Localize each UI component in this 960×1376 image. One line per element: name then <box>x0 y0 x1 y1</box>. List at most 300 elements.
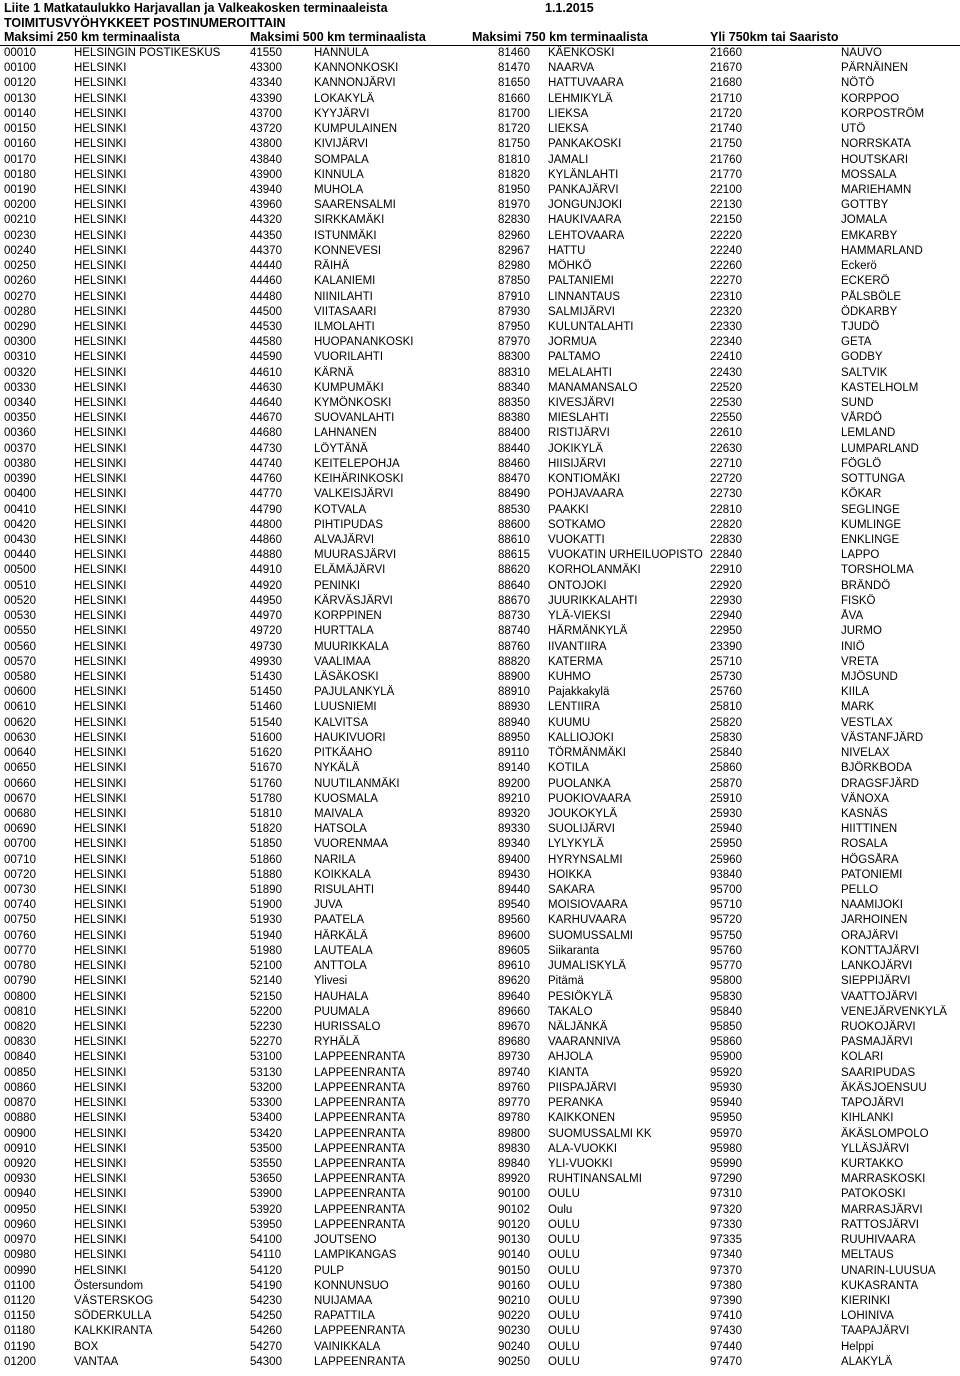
postcode-250: 00860 <box>4 1081 36 1094</box>
header-500km: Maksimi 500 km terminaalista <box>250 30 426 44</box>
place-750: VUOKATTI <box>548 534 605 546</box>
place-250: HELSINKI <box>74 823 127 836</box>
postcode-over750: 22720 <box>710 473 742 486</box>
place-750: KUHMO <box>548 670 591 683</box>
postcode-over750: 22430 <box>710 366 742 379</box>
place-over750: ORAJÄRVI <box>841 929 899 942</box>
postcode-250: 00710 <box>4 853 36 866</box>
postcode-500: 52230 <box>250 1021 282 1033</box>
place-250: Östersundom <box>74 1279 144 1292</box>
place-over750: KURTAKKO <box>841 1157 904 1170</box>
place-750: JORMUA <box>548 336 597 349</box>
place-750: PANKAKOSKI <box>548 138 622 151</box>
place-250: HELSINKI <box>74 1097 127 1110</box>
postcode-500: 51430 <box>250 670 282 683</box>
postcode-over750: 21740 <box>710 123 742 136</box>
postcode-250: 00130 <box>4 92 36 105</box>
place-500: HURTTALA <box>314 625 374 638</box>
place-500: LAPPEENRANTA <box>314 1051 406 1064</box>
place-750: LENTIIRA <box>548 701 600 714</box>
place-250: HELSINKI <box>74 1188 127 1201</box>
place-750: OULU <box>548 1249 580 1262</box>
postcode-250: 00670 <box>4 792 36 805</box>
place-250: HELSINKI <box>74 92 127 105</box>
postcode-over750: 97335 <box>710 1234 742 1247</box>
postcode-750: 89140 <box>498 762 530 775</box>
place-over750: UNARIN-LUUSUA <box>841 1264 936 1277</box>
postcode-750: 89610 <box>498 960 530 973</box>
place-750: HOIKKA <box>548 868 592 881</box>
place-500: SOMPALA <box>314 153 369 166</box>
postcode-500: 41550 <box>250 47 282 59</box>
table-row <box>0 122 960 137</box>
postcode-750: 89600 <box>498 929 530 942</box>
place-500: PUUMALA <box>314 1005 370 1018</box>
place-250: HELSINKI <box>74 914 127 927</box>
place-over750: VÄSTANFJÄRD <box>841 731 924 744</box>
place-over750: VÄNOXA <box>841 792 889 805</box>
postcode-over750: 97410 <box>710 1310 742 1323</box>
postcode-250: 00400 <box>4 488 36 501</box>
postcode-over750: 22100 <box>710 183 742 196</box>
postcode-250: 00690 <box>4 823 36 836</box>
place-250: HELSINKI <box>74 549 127 562</box>
place-750: KALLIOJOKI <box>548 731 614 744</box>
place-750: NAARVA <box>548 62 595 75</box>
postcode-250: 00250 <box>4 260 36 273</box>
postcode-250: 01120 <box>4 1294 36 1307</box>
place-250: HELSINKI <box>74 366 127 379</box>
postcode-500: 43960 <box>250 199 282 212</box>
postcode-over750: 22810 <box>710 503 742 516</box>
postcode-500: 52200 <box>250 1005 282 1018</box>
postcode-750: 89920 <box>498 1173 530 1186</box>
postcode-750: 88350 <box>498 397 530 410</box>
postcode-250: 00320 <box>4 366 36 379</box>
table-row <box>0 1218 960 1233</box>
postcode-250: 00680 <box>4 807 36 820</box>
place-over750: LEMLAND <box>841 427 896 440</box>
table-row <box>0 761 960 776</box>
postcode-250: 00160 <box>4 138 36 151</box>
postcode-over750: 22330 <box>710 320 742 333</box>
postcode-over750: 23390 <box>710 640 742 653</box>
table-row <box>0 853 960 868</box>
postcode-750: 81660 <box>498 92 530 105</box>
place-500: HAUKIVUORI <box>314 731 386 744</box>
place-250: HELSINKI <box>74 305 127 318</box>
place-750: KYLÄNLAHTI <box>548 168 619 181</box>
postcode-750: 87850 <box>498 275 530 288</box>
place-750: KOTILA <box>548 762 589 775</box>
postcode-over750: 21680 <box>710 77 742 90</box>
place-over750: SALTVIK <box>841 366 888 379</box>
place-500: KIVIJÄRVI <box>314 138 369 151</box>
table-row <box>0 1264 960 1279</box>
postcode-over750: 25760 <box>710 686 742 699</box>
place-750: OULU <box>548 1279 580 1292</box>
postcode-over750: 22630 <box>710 442 742 455</box>
table-row <box>0 1111 960 1126</box>
table-row <box>0 670 960 685</box>
place-500: KANNONKOSKI <box>314 62 399 75</box>
table-row <box>0 868 960 883</box>
place-over750: FISKÖ <box>841 594 876 607</box>
place-over750: BRÄNDÖ <box>841 579 891 592</box>
place-over750: ÄKÄSLOMPOLO <box>841 1127 929 1140</box>
postcode-over750: 97330 <box>710 1218 742 1231</box>
place-750: PAAKKI <box>548 503 589 516</box>
postcode-500: 54120 <box>250 1264 282 1277</box>
postcode-over750: 22410 <box>710 351 742 364</box>
table-row <box>0 609 960 624</box>
place-250: HELSINKI <box>74 975 127 988</box>
place-750: HATTU <box>548 244 586 257</box>
postcode-over750: 25870 <box>710 777 742 790</box>
postcode-750: 88400 <box>498 427 530 440</box>
place-500: KUMPULAINEN <box>314 123 398 136</box>
postcode-750: 88900 <box>498 670 530 683</box>
postcode-500: 52140 <box>250 975 282 988</box>
place-250: HELSINKI <box>74 199 127 212</box>
postcode-500: 44800 <box>250 518 282 531</box>
postcode-500: 53500 <box>250 1142 282 1155</box>
table-row <box>0 1279 960 1294</box>
place-250: HELSINKI <box>74 214 127 227</box>
postcode-250: 00360 <box>4 427 36 440</box>
postcode-250: 00370 <box>4 442 36 455</box>
place-500: VIITASAARI <box>314 305 377 318</box>
place-750: ONTOJOKI <box>548 579 607 592</box>
postcode-over750: 95840 <box>710 1005 742 1018</box>
place-500: LAPPEENRANTA <box>314 1173 406 1186</box>
place-500: JOUTSENO <box>314 1234 377 1247</box>
postcode-750: 89560 <box>498 914 530 927</box>
place-500: KÄRNÄ <box>314 366 354 379</box>
postcode-500: 44640 <box>250 397 282 410</box>
table-row <box>0 716 960 731</box>
place-250: HELSINKI <box>74 138 127 151</box>
postcode-250: 00170 <box>4 153 36 166</box>
place-over750: VAATTOJÄRVI <box>841 990 918 1003</box>
postcode-750: 89605 <box>498 944 530 957</box>
place-750: MIESLAHTI <box>548 412 609 425</box>
place-750: PUOLANKA <box>548 777 611 790</box>
postcode-over750: 95900 <box>710 1051 742 1064</box>
place-500: LAUTEALA <box>314 944 373 957</box>
place-250: VANTAA <box>74 1355 119 1368</box>
postcode-750: 88930 <box>498 701 530 714</box>
place-over750: HIITTINEN <box>841 823 898 836</box>
table-row <box>0 137 960 152</box>
place-750: IIVANTIIRA <box>548 640 607 653</box>
place-250: KALKKIRANTA <box>74 1325 153 1338</box>
postcode-over750: 97470 <box>710 1355 742 1368</box>
postcode-250: 00430 <box>4 534 36 546</box>
place-500: KORPPINEN <box>314 610 382 623</box>
postcode-500: 44760 <box>250 473 282 486</box>
postcode-750: 90140 <box>498 1249 530 1262</box>
place-250: HELSINKI <box>74 244 127 257</box>
place-500: RAPATTILA <box>314 1310 375 1323</box>
place-over750: KÖKAR <box>841 488 882 501</box>
place-over750: KASTELHOLM <box>841 381 919 394</box>
place-250: HELSINKI <box>74 1127 127 1140</box>
place-250: HELSINKI <box>74 442 127 455</box>
postcode-250: 00720 <box>4 868 36 881</box>
place-500: HUOPANANKOSKI <box>314 336 414 349</box>
document-subtitle: TOIMITUSVYÖHYKKEET POSTINUMEROITTAIN <box>4 16 286 30</box>
postcode-over750: 22150 <box>710 214 742 227</box>
table-row <box>0 929 960 944</box>
postcode-250: 00510 <box>4 579 36 592</box>
postcode-over750: 25840 <box>710 747 742 760</box>
table-row <box>0 381 960 396</box>
postcode-500: 43390 <box>250 92 282 105</box>
place-250: HELSINKI <box>74 1112 127 1125</box>
postcode-over750: 25860 <box>710 762 742 775</box>
postcode-250: 00790 <box>4 975 36 988</box>
place-over750: GODBY <box>841 351 883 364</box>
postcode-750: 81820 <box>498 168 530 181</box>
postcode-250: 00600 <box>4 686 36 699</box>
place-over750: ALAKYLÄ <box>841 1355 893 1368</box>
postcode-over750: 97440 <box>710 1340 742 1353</box>
place-500: ISTUNMÄKI <box>314 229 377 242</box>
postcode-500: 43800 <box>250 138 282 151</box>
postcode-750: 89110 <box>498 747 530 760</box>
postcode-250: 00520 <box>4 594 36 607</box>
postcode-750: 89780 <box>498 1112 530 1125</box>
place-750: TÖRMÄNMÄKI <box>548 747 626 760</box>
place-250: HELSINKI <box>74 1173 127 1186</box>
place-over750: KASNÄS <box>841 807 888 820</box>
header-over750km: Yli 750km tai Saaristo <box>710 30 839 44</box>
place-500: KYMÖNKOSKI <box>314 397 392 410</box>
table-row <box>0 913 960 928</box>
place-750: VAARANNIVA <box>548 1036 621 1049</box>
postcode-over750: 97340 <box>710 1249 742 1262</box>
postcode-500: 51540 <box>250 716 282 729</box>
place-500: Ylivesi <box>314 975 348 988</box>
table-row <box>0 168 960 183</box>
postcode-250: 00290 <box>4 320 36 333</box>
place-750: OULU <box>548 1355 580 1368</box>
place-250: HELSINKI <box>74 899 127 912</box>
postcode-over750: 97430 <box>710 1325 742 1338</box>
table-row <box>0 822 960 837</box>
postcode-500: 44740 <box>250 457 282 470</box>
postcode-500: 51810 <box>250 807 282 820</box>
place-over750: HÖGSÅRA <box>841 853 899 866</box>
place-500: RISULAHTI <box>314 884 375 897</box>
postcode-500: 44770 <box>250 488 282 501</box>
postcode-500: 54300 <box>250 1355 282 1368</box>
table-row <box>0 731 960 746</box>
place-750: TAKALO <box>548 1005 593 1018</box>
place-250: HELSINKI <box>74 229 127 242</box>
place-750: HÄRMÄNKYLÄ <box>548 625 628 638</box>
place-500: NARILA <box>314 853 356 866</box>
place-500: LAHNANEN <box>314 427 377 440</box>
table-row <box>0 594 960 609</box>
place-over750: HAMMARLAND <box>841 244 923 257</box>
place-250: HELSINKI <box>74 503 127 516</box>
place-over750: SOTTUNGA <box>841 473 905 486</box>
place-750: KAIKKONEN <box>548 1112 616 1125</box>
header-750km: Maksimi 750 km terminaalista <box>472 30 648 44</box>
place-500: LAPPEENRANTA <box>314 1066 406 1079</box>
postcode-750: 82980 <box>498 260 530 273</box>
place-750: Oulu <box>548 1203 573 1216</box>
table-row <box>0 579 960 594</box>
place-over750: PATOKOSKI <box>841 1188 906 1201</box>
postcode-750: 88730 <box>498 610 530 623</box>
table-row <box>0 198 960 213</box>
postcode-250: 01200 <box>4 1355 36 1368</box>
postcode-250: 00650 <box>4 762 36 775</box>
place-500: LAPPEENRANTA <box>314 1157 406 1170</box>
place-750: KARHUVAARA <box>548 914 627 927</box>
place-500: KUOSMALA <box>314 792 378 805</box>
postcode-over750: 22550 <box>710 412 742 425</box>
postcode-500: 43720 <box>250 123 282 136</box>
postcode-over750: 22520 <box>710 381 742 394</box>
postcode-over750: 22930 <box>710 594 742 607</box>
place-500: LOKAKYLÄ <box>314 92 375 105</box>
postcode-over750: 21750 <box>710 138 742 151</box>
place-over750: MJÖSUND <box>841 670 898 683</box>
postcode-250: 00940 <box>4 1188 36 1201</box>
postcode-250: 00580 <box>4 670 36 683</box>
place-over750: KUKASRANTA <box>841 1279 919 1292</box>
postcode-250: 00440 <box>4 549 36 562</box>
postcode-250: 00850 <box>4 1066 36 1079</box>
place-750: PERANKA <box>548 1097 603 1110</box>
postcode-750: 88300 <box>498 351 530 364</box>
place-500: PITKÄAHO <box>314 747 373 760</box>
postcode-250: 00180 <box>4 168 36 181</box>
postcode-over750: 22320 <box>710 305 742 318</box>
place-500: LAPPEENRANTA <box>314 1325 406 1338</box>
place-250: HELSINKI <box>74 488 127 501</box>
place-250: HELSINKI <box>74 1051 127 1064</box>
place-over750: KUMLINGE <box>841 518 902 531</box>
postcode-250: 00760 <box>4 929 36 942</box>
postal-code-table <box>0 46 960 1370</box>
table-row <box>0 274 960 289</box>
postcode-500: 51850 <box>250 838 282 851</box>
postcode-500: 44530 <box>250 320 282 333</box>
postcode-over750: 22950 <box>710 625 742 638</box>
place-750: OULU <box>548 1294 580 1307</box>
postcode-over750: 21720 <box>710 107 742 120</box>
postcode-500: 44860 <box>250 534 282 546</box>
place-500: HAUHALA <box>314 990 369 1003</box>
place-750: PALTANIEMI <box>548 275 614 288</box>
place-750: MÖHKÖ <box>548 260 592 273</box>
postcode-250: 00200 <box>4 199 36 212</box>
postcode-750: 90160 <box>498 1279 530 1292</box>
postcode-750: 88490 <box>498 488 530 501</box>
place-500: SIRKKAMÄKI <box>314 214 385 227</box>
place-500: VUORILAHTI <box>314 351 384 364</box>
postcode-over750: 25710 <box>710 655 742 668</box>
postcode-750: 89200 <box>498 777 530 790</box>
postcode-750: 88950 <box>498 731 530 744</box>
table-row <box>0 1005 960 1020</box>
place-750: LYLYKYLÄ <box>548 838 604 851</box>
postcode-750: 90102 <box>498 1203 530 1216</box>
postcode-750: 88310 <box>498 366 530 379</box>
place-250: HELSINKI <box>74 716 127 729</box>
postcode-250: 00310 <box>4 351 36 364</box>
postcode-over750: 97390 <box>710 1294 742 1307</box>
postcode-750: 89320 <box>498 807 530 820</box>
postcode-500: 51780 <box>250 792 282 805</box>
place-500: RYHÄLÄ <box>314 1036 360 1049</box>
place-over750: JURMO <box>841 625 882 638</box>
place-over750: NIVELAX <box>841 747 890 760</box>
place-750: KÄENKOSKI <box>548 47 615 59</box>
postcode-500: 44880 <box>250 549 282 562</box>
postcode-750: 89680 <box>498 1036 530 1049</box>
postcode-over750: 22310 <box>710 290 742 303</box>
postcode-500: 44790 <box>250 503 282 516</box>
postcode-250: 00620 <box>4 716 36 729</box>
place-500: LAMPIKANGAS <box>314 1249 397 1262</box>
place-500: MUHOLA <box>314 183 364 196</box>
postcode-500: 49730 <box>250 640 282 653</box>
column-headers <box>0 30 960 45</box>
postcode-over750: 95750 <box>710 929 742 942</box>
place-750: SOTKAMO <box>548 518 606 531</box>
document-date: 1.1.2015 <box>545 1 594 15</box>
postcode-250: 00820 <box>4 1021 36 1033</box>
place-over750: DRAGSFJÄRD <box>841 777 919 790</box>
postcode-250: 01150 <box>4 1310 36 1323</box>
postcode-750: 88530 <box>498 503 530 516</box>
place-250: HELSINKI <box>74 1218 127 1231</box>
postcode-750: 87910 <box>498 290 530 303</box>
place-250: HELSINKI <box>74 153 127 166</box>
place-750: LIEKSA <box>548 123 589 136</box>
place-over750: UTÖ <box>841 123 866 136</box>
place-250: HELSINKI <box>74 610 127 623</box>
place-250: HELSINKI <box>74 534 127 546</box>
place-500: LAPPEENRANTA <box>314 1081 406 1094</box>
place-750: SAKARA <box>548 884 595 897</box>
postcode-500: 44950 <box>250 594 282 607</box>
postcode-250: 00980 <box>4 1249 36 1262</box>
place-500: LAPPEENRANTA <box>314 1188 406 1201</box>
postcode-500: 44910 <box>250 564 282 577</box>
place-over750: PASMAJÄRVI <box>841 1036 913 1049</box>
postcode-750: 89660 <box>498 1005 530 1018</box>
table-row <box>0 807 960 822</box>
table-row <box>0 1233 960 1248</box>
postcode-750: 81650 <box>498 77 530 90</box>
postcode-750: 89340 <box>498 838 530 851</box>
place-250: HELSINKI <box>74 107 127 120</box>
place-250: HELSINKI <box>74 929 127 942</box>
postcode-over750: 22340 <box>710 336 742 349</box>
place-250: HELSINKI <box>74 670 127 683</box>
place-500: KALANIEMI <box>314 275 376 288</box>
postcode-250: 00420 <box>4 518 36 531</box>
postcode-500: 53400 <box>250 1112 282 1125</box>
postcode-750: 88615 <box>498 549 530 562</box>
